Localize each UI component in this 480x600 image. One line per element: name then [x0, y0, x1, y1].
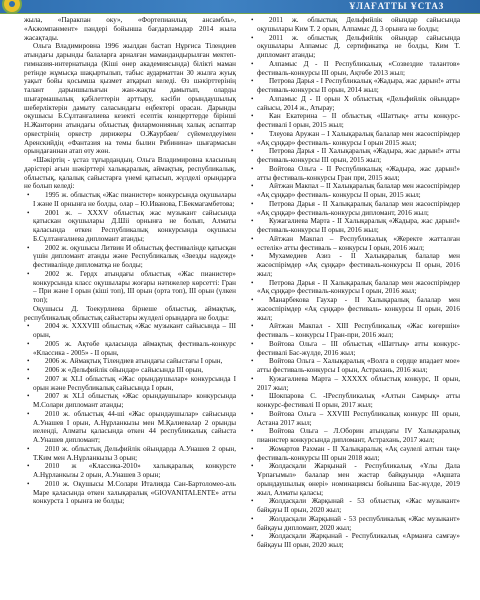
- list-item: • Кужагалиева Марта – ХХХХХ облыстық конкурс, ІІ орын, 2017 жыл;: [248, 375, 460, 393]
- right-column: [248, 16, 460, 596]
- list-item: • Петрова Дарья - ІІ Халықаралық «Жадыра, жас дарын!» атты фестиваль-конкурсы ІІІ орын, 2015 жыл;: [248, 147, 460, 165]
- list-item: • 2010 ж. Оқушысы М.Солари Италияда Сан-Бартоломео-аль Маре қаласында өткен халықаралық «GIOVANITALENTE» атты конкурста 1 орынға не болды;: [24, 480, 236, 506]
- paragraph: «Шәкіртің - ұстаз тұғырдандың. Ольга Владимировна класының дәрістері ағын шәкірттері халықаралық, аймақтық, республикалық, облыстық, қалалық сайыстарға үнемі қатысып, жүлделі орындарға не болып келеді:: [24, 156, 236, 191]
- paragraph: Ольга Владимировна 1996 жылдан бастап Нұрғиса Тілендиев атындағы дарынды балаларға арналған мамандандырылған мектеп-гимназия-интернатында (Кіші өнер академиясында) білікті маман ретінде жұмысқа шақыртылып, табыс аударматтан 30 жылға жуық уақыт бойы қосымша қызмет атқарып келеді. Өз шәкірттерінің талант дарыншылығын жан-жақты дамытып, оларды шығармашылық қабілеттерін арттыру, кәсіби орындаушылық шеберліктерін дамыту саласындағы еңбектері орасан. Дарынды оқушысы Б.Сұлтанғалиева кезекті есептік концерттерде бірінші Н.Жантөрин атындағы облыстық филармонияның халық аспаптар оркестрінің оркестр дирижеры О.Жаурбаев/ сүйемелдеуімен Аренскийдің «Фантазия на темы былин Рябинина» шығармасын орындағаннан атап өту жөн.: [24, 42, 236, 156]
- left-column: [24, 16, 236, 596]
- list-item: • Войтова Ольга – Л.Оборин атындағы ІV Халықаралық пианистер конкурсында дипломант, Астрахань, 2017 жыл;: [248, 427, 460, 445]
- list-item: • Жолдасқали Жарқынай - 53 облыстық «Жас музыкант» байқауы ІІ орын, 2020 жыл;: [248, 497, 460, 515]
- list-item: • 2005 ж. Ақтөбе қаласында аймақтық фестиваль-конкурс «Классика - 2005» - ІІ орын,: [24, 340, 236, 358]
- list-item: • Алпамыс Д - ІІ Республикалық «Созвездие талантов» фестиваль-конкурсы ІІІ орын, Ақтөбе 2013 жыл;: [248, 60, 460, 78]
- list-item: • 2010 ж. облыстық Дельфийлік ойындарда А.Унашев 2 орын, Т.Ким мен А.Нұрланкызы 3 орын;: [24, 445, 236, 463]
- list-item: • Кужагалиева Марта - ІІ Халықаралық «Жадыра, жас дарын!» фестиваль-конкурсы ІІ орын, 2016 жыл;: [248, 217, 460, 235]
- list-item: • Жолдасқали Жарқынай - Республикалық «Ұлы Дала Ұрпағымыз» балалар мен жастар байқауында «Ақшата орындаушылық өнері» номинациясы бойынша Бас-жүлде, 2019 жыл, Алматы қаласы;: [248, 462, 460, 497]
- list-item: • 2004 ж. ХХХVIII облыстық «Жас музыкант сайысында – ІІІ орын,: [24, 322, 236, 340]
- list-item: • 2006 ж. Аймақтық Тілендиев атындағы сайыстағы І орын,: [24, 357, 236, 366]
- list-item: • 2007 ж ХLІ облыстық «Жас орындаушылар» конкурсында І орын және Республикалық сайысында І орын,: [24, 375, 236, 393]
- list-item: • Петрова Дарья - ІІ Халықаралық балалар мен жасөспірімдер «Ақ сұңқар» фестиваль-конкурсы дипломант, 2016 жыл;: [248, 200, 460, 218]
- journal-logo-icon: [2, 0, 22, 14]
- list-item: • Войтова Ольга - ІІ Республикалық «Жадыра, жас дарын!» атты фестиваль-конкурсы Гран при, 2015 жыл;: [248, 165, 460, 183]
- list-item: • Тлеуова Аружан – І Халықаралық балалар мен жасөспірімдер «Ақ сұңқар» фестиваль- конкурсы І орын 2015 жыл;: [248, 130, 460, 148]
- list-item: • 2010 ж. облыстық 44-ші «Жас орындаушылар» сайысында А.Унашев І орын, А.Нұрланкызы мен М.Қалиевалар 2 орынды иеленді, Алматы қаласында өткен 44 республикалық сайыста А.Унашев дипломант;: [24, 410, 236, 445]
- two-column-body: [24, 16, 460, 596]
- list-item: • 2007 ж ХLІ облыстық «Жас орындаушылар» конкурсында М.Солари дипломант атанды;: [24, 392, 236, 410]
- list-item: • Войтова Ольга – ХХVIII Республикалық конкурс ІІІ орын, Астана 2017 жыл;: [248, 410, 460, 428]
- list-item: • Петрова Дарья - І Республикалық «Жадыра, жас дарын!» атты фестиваль-конкурсы ІІ орын, 2014 жыл;: [248, 77, 460, 95]
- list-item: • Кан Екатерина – ІІ облыстық «Шаттық» атты конкурс-фестивалі І орын, 2015 жыл;: [248, 112, 460, 130]
- list-item: • 2002 ж. оқушысы Литвин И облыстық фестивалінде қатысқан үшін дипломант атанды және Республикалық «Звезды надежд» фестивалінде дипломатқа не болды;: [24, 244, 236, 270]
- list-item: • 2011 ж. облыстық Дельфийлік ойындар сайысында оқушылары Алпамыс Д. сертификатқа не болды, Ким Т. дипломант атанды;: [248, 34, 460, 60]
- list-item: • 2006 ж «Дельфийлік ойындар» сайысында ІІІ орын,: [24, 366, 236, 375]
- list-item: • 2001 ж. – ХХХV облыстық жас музыкант сайысында қатыскан оқушылары Д.Шіі орнынға не болып, Алматы қаласында өткен Республикалық конкурсында оқушысы Б.Сұлтанғалиева дипломант атанды;: [24, 209, 236, 244]
- list-item: • 2011 ж. облыстық Дельфийлік ойындар сайысында оқушылары Ким Т. 2 орын, Алпамыс Д. 3 орынға не болды;: [248, 16, 460, 34]
- list-item: • Жолдасқали Жарқынай - 53 республикалық «Жас музыкант» байқауы дипломант, 2020 жыл;: [248, 515, 460, 533]
- list-item: • Айтжан Макпал - ХІІІ Республикалық «Жас көгершін» фестиваль – конкурсы І Гран-при, 2016 жыл;: [248, 322, 460, 340]
- list-item: • Войтова Ольга – ІІІ облыстық «Шаттық» атты конкурс-фестивалі Бас-жүлде, 2016 жыл;: [248, 340, 460, 358]
- list-item: • Айтжан Макпал – Республикалық «Жеректе жатталған естелік» атты фестиваль – конкурсы І орын, 2016 жыл;: [248, 235, 460, 253]
- list-item: • 2002 ж. Гердх атындағы облыстық «Жас пианистер» конкурсында класс оқушылары жоғары нәтижелер көрсетті: Гран – При және І орын (кіші топ), ІІІ орын (орта топ), ІІІ орын (үлкен топ);: [24, 270, 236, 305]
- list-item: • Жолдасқали Жарқынай - Республикалық «Арманға самғау» байқауы ІІІ орын, 2020 жыл;: [248, 532, 460, 550]
- list-item: • Петрова Дарья - ІІ Халықаралық балалар мен жасөспірімдер «Ақ сұңқар» фестиваль-конкурсы І орын, 2016 жыл;: [248, 279, 460, 297]
- list-item: • Мухамедиев Азиз - ІІ Халықаралық балалар мен жасөспірімдер «Ақ сұңқар» фестиваль-конкурсы ІІ орын, 2016 жыл;: [248, 252, 460, 278]
- running-header-title: ҰЛАҒАТТЫ ҰСТАЗ: [348, 1, 444, 11]
- list-item: • 1995 ж. облыстық «Жас пианистер» конкурсында оқушылары І және ІІ орнынға не болды, олар – Ю.Иванова, Г.Бекмагамбетова;: [24, 191, 236, 209]
- list-item: • Шокпарова С. -ІРеспубликалық «Алтын Самрық» атты конкурс-фестивалі ІІ орын, 2017 жыл;: [248, 392, 460, 410]
- list-item: • Айтжан Макпал – ІІ Халықаралық балалар мен жасөспірімдер «Ақ сұңқар» фестиваль- конкурсы ІІ орын, 2015 жыл;: [248, 182, 460, 200]
- list-item: • 2010 ж «Классика-2010» халықаралық конкурсте А.Нұрланкызы 2 орын, А.Унашев 3 орын;: [24, 462, 236, 480]
- list-item: • Манарбекова Гаухар - ІІ Халықаралық балалар мен жасөспірімдер «Ақ сұңқар» фестиваль- конкурсы ІІ орын, 2016 жыл;: [248, 296, 460, 322]
- list-item: • Войтова Ольга – Халықаралық «Волга в сердце впадает мое» атты фестиваль-конкурсы І орын, Астрахань, 2016 жыл;: [248, 357, 460, 375]
- paragraph: Оқушысы Д. Тоекурлиева бірнеше облыстық, аймақтық, республикалық облыстық сайыстары жүлделі орындарға не болды:: [24, 304, 236, 322]
- paragraph: жыла, «Паракпан оку», «Фортепианлық ансамбль», «Акжомпанмент» пәндері бойынша бағдарламадар 2014 жыла жасақтады.: [24, 16, 236, 42]
- running-header-band: [0, 0, 480, 14]
- list-item: • Жомартов Рахман - ІІ Халықаралық «Ақ сәулелі алтын таң» фестиваль-конкурсы ІІІ орын 2018 жыл;: [248, 445, 460, 463]
- list-item: • Алпамыс Д - ІІ орын Х облыстық «Дельфийлік ойындар» сайысы, 2014 ж., Атырау;: [248, 95, 460, 113]
